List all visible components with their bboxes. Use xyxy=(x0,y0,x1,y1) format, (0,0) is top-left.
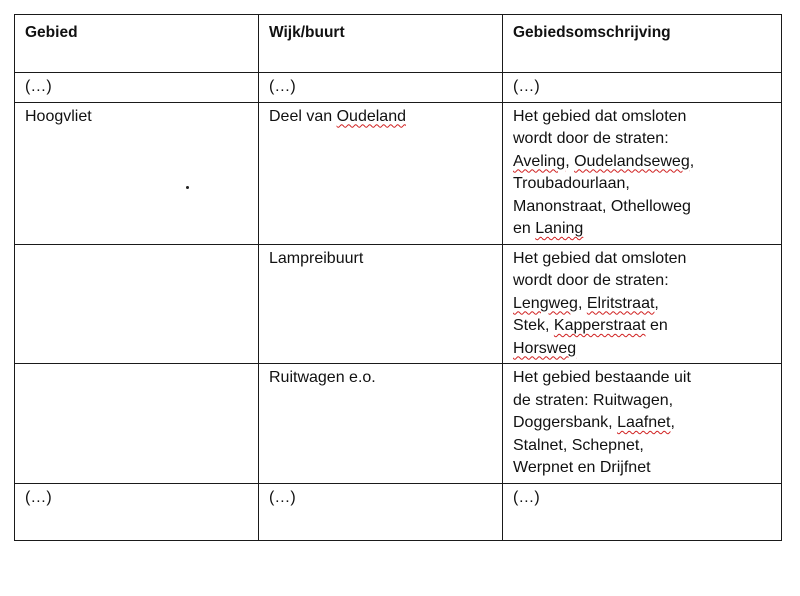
header-gebiedsomschrijving: Gebiedsomschrijving xyxy=(503,15,782,73)
desc-line xyxy=(513,315,773,338)
desc-text: en xyxy=(513,220,536,237)
desc-text: , xyxy=(565,152,575,170)
spellcheck-word: Horsweg xyxy=(513,339,577,357)
desc-line xyxy=(513,151,773,174)
desc-line: Het gebied dat omsloten xyxy=(513,249,687,267)
cell-gebied: (…) xyxy=(15,73,259,103)
cell-gebied xyxy=(15,244,259,364)
cell-wijk: Ruitwagen e.o. xyxy=(259,364,503,484)
desc-text: en xyxy=(645,317,668,334)
desc-line: (…) xyxy=(513,488,540,506)
cell-gebied: (…) xyxy=(15,483,259,540)
desc-text: , xyxy=(689,152,695,170)
stray-dot-mark xyxy=(186,186,189,189)
spellcheck-word: Oudeland xyxy=(336,107,406,125)
spellcheck-word: Aveling xyxy=(513,152,566,170)
table-row xyxy=(15,102,782,244)
spellcheck-word: Laning xyxy=(535,220,584,237)
table-header-row xyxy=(15,15,782,73)
cell-omschrijving xyxy=(503,364,782,484)
spellcheck-word: Oudelandseweg xyxy=(574,152,690,170)
cell-omschrijving xyxy=(503,73,782,103)
desc-text: , xyxy=(670,414,675,431)
header-gebied: Gebied xyxy=(15,15,259,73)
spellcheck-word: Laafnet xyxy=(617,414,671,431)
header-wijk-buurt: Wijk/buurt xyxy=(259,15,503,73)
cell-gebied: Hoogvliet xyxy=(15,102,259,244)
desc-line: Troubadourlaan, xyxy=(513,175,630,192)
cell-omschrijving xyxy=(503,244,782,364)
desc-line: Het gebied dat omsloten xyxy=(513,107,687,125)
spellcheck-word: Elritstraat xyxy=(586,294,655,312)
desc-line: wordt door de straten: xyxy=(513,272,669,289)
cell-wijk xyxy=(259,102,503,244)
cell-omschrijving xyxy=(503,483,782,540)
spellcheck-word: Kapperstraat xyxy=(553,317,646,334)
desc-line: Het gebied bestaande uit xyxy=(513,369,691,386)
desc-text: , xyxy=(577,294,587,312)
cell-gebied xyxy=(15,364,259,484)
wijk-text: Deel van xyxy=(269,107,337,125)
desc-line: Manonstraat, Othelloweg xyxy=(513,197,691,215)
desc-line: wordt door de straten: xyxy=(513,130,669,147)
cell-omschrijving xyxy=(503,102,782,244)
desc-line: Werpnet en Drijfnet xyxy=(513,459,651,476)
desc-text: Stek, xyxy=(513,317,554,334)
cell-wijk: (…) xyxy=(259,483,503,540)
desc-line xyxy=(513,412,773,435)
cell-wijk: (…) xyxy=(259,73,503,103)
desc-line: Stalnet, Schepnet, xyxy=(513,436,644,454)
desc-line: de straten: Ruitwagen, xyxy=(513,391,674,409)
table-row xyxy=(15,244,782,364)
desc-text: Doggersbank, xyxy=(513,414,618,431)
table-row xyxy=(15,483,782,540)
area-table xyxy=(14,14,782,541)
desc-text: , xyxy=(654,294,659,312)
desc-line: (…) xyxy=(513,78,540,95)
desc-line xyxy=(513,293,773,316)
table-row xyxy=(15,73,782,103)
cell-wijk: Lampreibuurt xyxy=(259,244,503,364)
desc-line xyxy=(513,218,773,241)
spellcheck-word: Lengweg xyxy=(513,294,578,312)
table-row xyxy=(15,364,782,484)
